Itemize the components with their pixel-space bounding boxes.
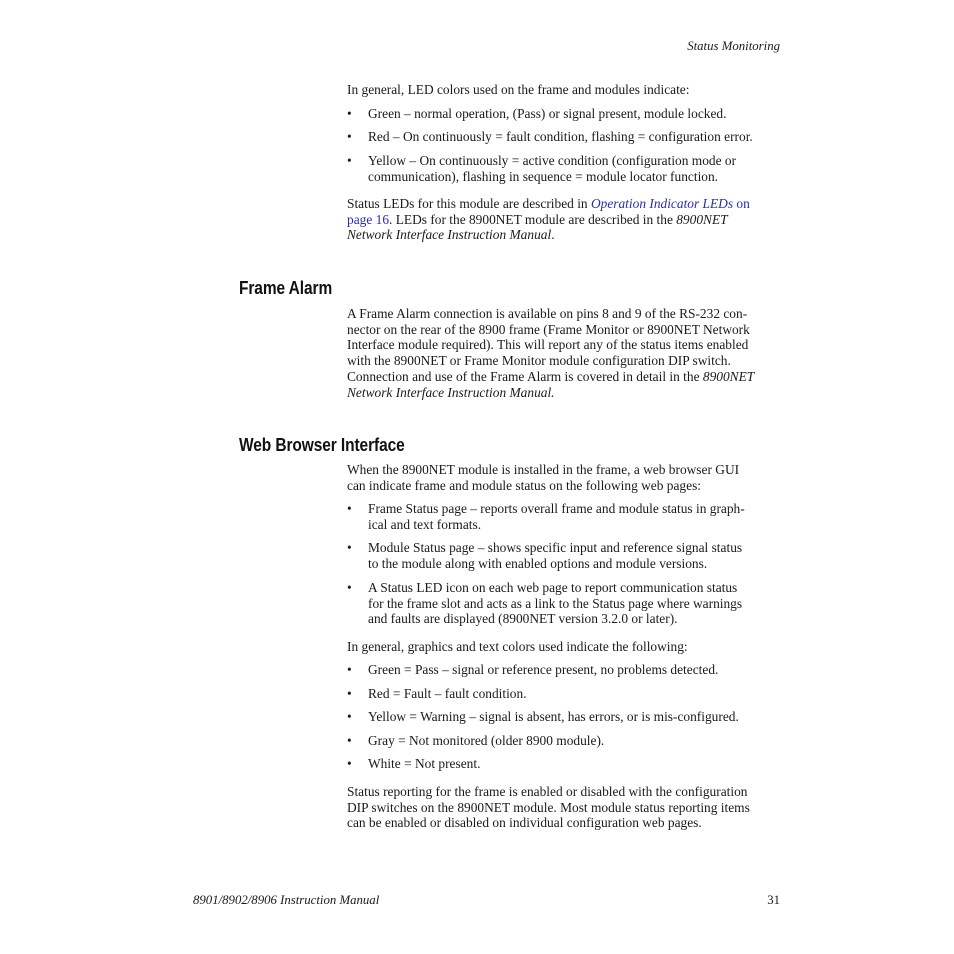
list-item bbox=[347, 709, 787, 725]
list-item bbox=[347, 501, 787, 532]
manual-title: 8900NET Network Interface Instruction Manual bbox=[347, 211, 728, 243]
link-text[interactable]: on page 16 bbox=[347, 196, 750, 227]
status-reporting-paragraph: Status reporting for the frame is enabled or disabled with the configuration DIP switches on the 8900NET module. Most module status reporting items can be enabled or disabled on individual configuration web pages. bbox=[347, 784, 750, 831]
bullet: • bbox=[347, 129, 352, 144]
running-header: Status Monitoring bbox=[687, 39, 780, 53]
bullet: • bbox=[347, 153, 352, 168]
bullet: • bbox=[347, 733, 352, 748]
bullet: • bbox=[347, 540, 352, 555]
bullet: • bbox=[347, 106, 352, 121]
list-item-text: Frame Status page – reports overall frame and module status in graph- ical and text formats. bbox=[368, 501, 745, 532]
web-intro-paragraph: When the 8900NET module is installed in the frame, a web browser GUI can indicate frame and module status on the following web pages: bbox=[347, 462, 740, 493]
list-item-text: Red = Fault – fault condition. bbox=[368, 686, 527, 701]
status-leds-paragraph bbox=[347, 196, 787, 243]
colors-paragraph: In general, graphics and text colors used indicate the following: bbox=[347, 639, 688, 654]
list-item-text: Green = Pass – signal or reference present, no problems detected. bbox=[368, 662, 719, 677]
manual-title: 8900NET Network Interface Instruction Manual. bbox=[347, 368, 755, 400]
list-item bbox=[347, 153, 787, 184]
list-item bbox=[347, 662, 787, 678]
list-item bbox=[347, 756, 787, 772]
list-item-text: Module Status page – shows specific input and reference signal status to the module along with enabled options and module versions. bbox=[368, 540, 743, 571]
text: Status LEDs for this module are described in bbox=[347, 196, 591, 211]
frame-alarm-paragraph bbox=[347, 306, 787, 400]
bullet: • bbox=[347, 709, 352, 724]
intro-paragraph: In general, LED colors used on the frame and modules indicate: bbox=[347, 82, 690, 97]
footer-manual-title: 8901/8902/8906 Instruction Manual bbox=[193, 893, 380, 907]
list-item-text: A Status LED icon on each web page to report communication status for the frame slot and acts as a link to the Status page where warnings and faults are displayed (8900NET version 3.2.0 or later). bbox=[368, 580, 743, 627]
page-number: 31 bbox=[767, 893, 780, 907]
list-item bbox=[347, 580, 787, 627]
section-heading-web-browser-interface: Web Browser Interface bbox=[239, 435, 405, 455]
bullet: • bbox=[347, 686, 352, 701]
text: . LEDs for the 8900NET module are described in the bbox=[389, 211, 677, 227]
list-item-text: Yellow = Warning – signal is absent, has errors, or is mis-configured. bbox=[368, 709, 739, 724]
list-item bbox=[347, 540, 787, 571]
section-heading-frame-alarm: Frame Alarm bbox=[239, 278, 333, 298]
list-item bbox=[347, 686, 787, 702]
list-item-text: Gray = Not monitored (older 8900 module). bbox=[368, 733, 605, 748]
bullet: • bbox=[347, 756, 352, 771]
list-item-text: White = Not present. bbox=[368, 756, 481, 771]
list-item-text: Red – On continuously = fault condition, flashing = configuration error. bbox=[368, 129, 753, 144]
link-text[interactable]: Operation Indicator LEDs bbox=[590, 196, 734, 211]
list-item-text: Green – normal operation, (Pass) or signal present, module locked. bbox=[368, 106, 727, 121]
bullet: • bbox=[347, 501, 352, 516]
text: . bbox=[551, 227, 555, 243]
list-item-text: Yellow – On continuously = active condition (configuration mode or communication), flashing in sequence = module locator function. bbox=[368, 153, 737, 184]
list-item bbox=[347, 129, 787, 145]
text: A Frame Alarm connection is available on pins 8 and 9 of the RS-232 con- nector on the rear of the 8900 frame (Frame Monitor or 8900NET Network Interface module required). This will report any of the status items enabled with the 8900NET or Frame Monitor module configuration DIP switch. Connection and use of the Frame Alarm is covered in detail in the bbox=[347, 306, 750, 384]
bullet: • bbox=[347, 662, 352, 677]
list-item bbox=[347, 106, 787, 122]
list-item bbox=[347, 733, 787, 749]
bullet: • bbox=[347, 580, 352, 595]
